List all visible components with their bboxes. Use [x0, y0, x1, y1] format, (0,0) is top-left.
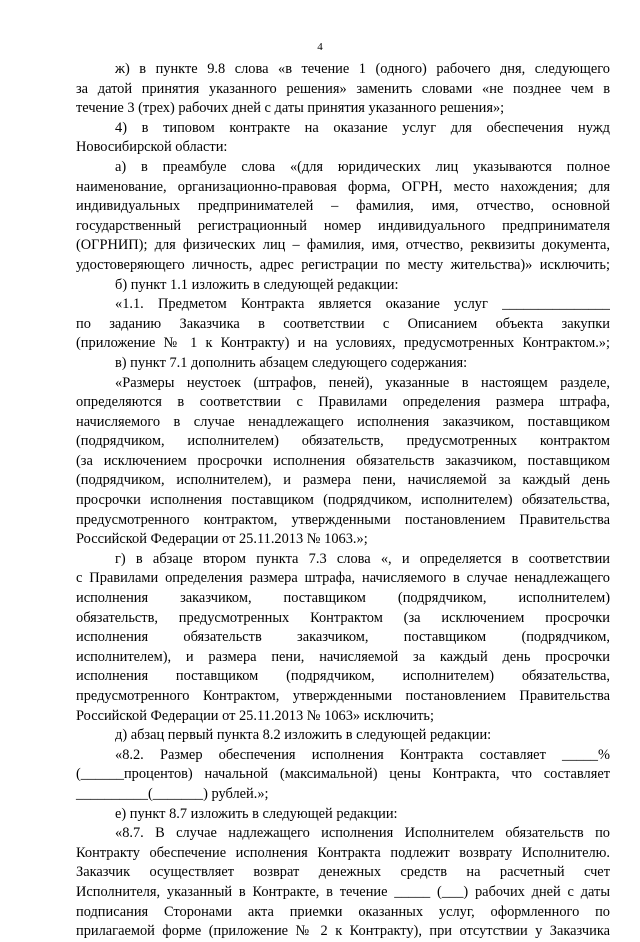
- text-line: удостоверяющего личность, адрес регистрации по месту жительства)» исключить;: [76, 256, 610, 273]
- document-body: [76, 60, 610, 942]
- text-line: Российской Федерации от 25.11.2013 № 1063.»;: [76, 531, 368, 548]
- text-line: «8.2. Размер обеспечения исполнения Контракта составляет _____%: [115, 746, 610, 763]
- text-line: наименование, организационно-правовая форма, ОГРН, место нахождения; для: [76, 178, 610, 195]
- text-line: государственный регистрационный номер индивидуального предпринимателя: [76, 217, 610, 234]
- text-line: ж) в пункте 9.8 слова «в течение 1 (одного) рабочего дня, следующего: [115, 61, 610, 77]
- text-line: а) в преамбуле слова «(для юридических лиц указываются полное: [115, 158, 610, 175]
- text-line: обязательств, предусмотренных Контрактом (за исключением просрочки: [76, 609, 610, 626]
- text-line: (______процентов) начальной (максимальной) цены Контракта, что составляет: [76, 766, 610, 783]
- text-line: индивидуальных предпринимателей – фамилия, имя, отчество, основной: [76, 198, 610, 215]
- page-number: 4: [317, 41, 323, 53]
- text-line: 4) в типовом контракте на оказание услуг для обеспечения нужд: [115, 119, 610, 136]
- text-line: начисляемого в случае ненадлежащего исполнения заказчиком, поставщиком: [76, 413, 610, 430]
- text-line: «8.7. В случае надлежащего исполнения Исполнителем обязательств по: [115, 825, 610, 842]
- text-line: (ОГРНИП); для физических лиц – фамилия, имя, отчество, реквизиты документа,: [76, 237, 610, 254]
- text-line: Заказчик осуществляет возврат денежных средств на расчетный счет: [76, 864, 610, 881]
- text-line: Новосибирской области:: [76, 139, 228, 156]
- text-line: (за исключением просрочки исполнения обязательств заказчиком, поставщиком: [76, 452, 610, 469]
- text-line: (приложение № 1 к Контракту) и на условиях, предусмотренных Контрактом.»;: [76, 335, 610, 352]
- text-line: в) пункт 7.1 дополнить абзацем следующего содержания:: [115, 354, 468, 371]
- text-line: е) пункт 8.7 изложить в следующей редакции:: [115, 805, 398, 822]
- text-line: «Размеры неустоек (штрафов, пеней), указанные в настоящем разделе,: [115, 374, 610, 391]
- text-line: исполнения поставщиком (подрядчиком, исполнителем) обязательства,: [76, 668, 610, 685]
- text-line: определяются в соответствии с Правилами определения размера штрафа,: [76, 394, 610, 411]
- text-line: __________(_______) рублей.»;: [76, 785, 269, 802]
- text-line: исполнителем), и размера пени, начисляемой за каждый день просрочки: [76, 648, 610, 665]
- text-line: г) в абзаце втором пункта 7.3 слова «, и определяется в соответствии: [115, 550, 610, 567]
- text-line: с Правилами определения размера штрафа, начисляемого в случае ненадлежащего: [76, 570, 610, 587]
- text-line: Контракту обеспечение исполнения Контракта подлежит возврату Исполнителю.: [76, 844, 610, 861]
- text-line: предусмотренного Контрактом, утвержденными постановлением Правительства: [76, 688, 610, 704]
- text-line: (подрядчиком, исполнителем), и размера пени, начисляемой за каждый день: [76, 472, 610, 489]
- text-line: (подрядчиком, исполнителем) обязательств, предусмотренных контрактом: [76, 433, 610, 450]
- text-line: подписания Сторонами акта приемки оказанных услуг, оформленного по: [76, 903, 610, 920]
- text-line: по заданию Заказчика в соответствии с Описанием объекта закупки: [76, 315, 610, 332]
- text-line: «1.1. Предметом Контракта является оказание услуг _______________: [115, 296, 610, 313]
- text-line: прилагаемой форме (приложение № 2 к Контракту), при отсутствии у Заказчика: [76, 923, 610, 940]
- text-line: исполнения заказчиком, поставщиком (подрядчиком, исполнителем): [76, 590, 610, 607]
- text-line: исполнения обязательств заказчиком, поставщиком (подрядчиком,: [76, 629, 610, 646]
- text-line: Российской Федерации от 25.11.2013 № 1063» исключить;: [76, 707, 434, 724]
- text-line: предусмотренного контрактом, утвержденными постановлением Правительства: [76, 511, 610, 528]
- text-line: просрочки исполнения поставщиком (подрядчиком, исполнителем) обязательства,: [76, 492, 610, 509]
- text-line: за датой принятия указанного решения» заменить словами «не позднее чем в: [76, 80, 610, 97]
- text-line: б) пункт 1.1 изложить в следующей редакции:: [115, 276, 399, 293]
- text-line: течение 3 (трех) рабочих дней с даты принятия указанного решения»;: [76, 100, 505, 117]
- text-line: Исполнителя, указанный в Контракте, в течение _____ (___) рабочих дней с даты: [76, 883, 610, 900]
- text-line: д) абзац первый пункта 8.2 изложить в следующей редакции:: [115, 727, 492, 744]
